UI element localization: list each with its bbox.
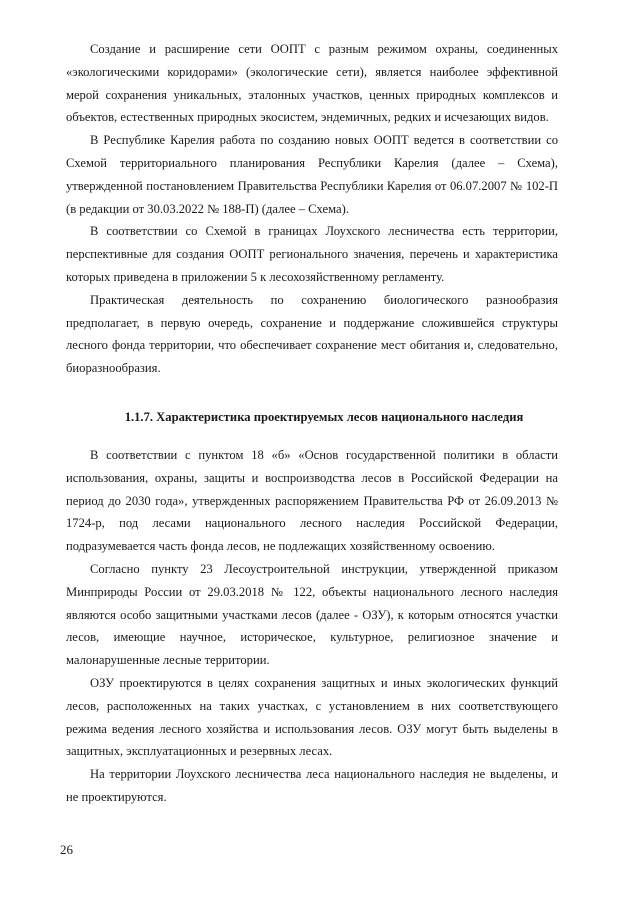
paragraph-karelia-scheme: В Республике Карелия работа по созданию новых ООПТ ведется в соответствии со Схемой территориального планирования Республики Карелия (далее – Схема), утвержденной постановлением Правительства Республики Карелия от 06.07.2007 № 102-П (в редакции от 30.03.2022 № 188-П) (далее – Схема). — [66, 133, 558, 216]
paragraph-oopt-network: Создание и расширение сети ООПТ с разным режимом охраны, соединенных «экологическими коридорами» (экологические сети), является наиболее эффективной мерой сохранения уникальных, эталонных участков, ценных природных комплексов и объектов, естественных природных экосистем, эндемичных, редких и исчезающих видов. — [66, 42, 558, 125]
paragraph-biodiversity: Практическая деятельность по сохранению биологического разнообразия предполагает, в первую очередь, сохранение и поддержание сложившейся структуры лесного фонда территории, что обеспечивает сохранение мест обитания и, следовательно, биоразнообразия. — [66, 292, 558, 376]
paragraph-ozu-design: ОЗУ проектируются в целях сохранения защитных и иных экологических функций лесов, расположенных на таких участках, с установлением в них соответствующего режима ведения лесного хозяйства и использования лесов. ОЗУ могут быть выделены в защитных, эксплуатационных и резервных лесах. — [66, 675, 558, 759]
document-body — [66, 38, 558, 809]
page-number: 26 — [60, 842, 73, 857]
paragraph-conclusion: На территории Лоухского лесничества леса национального наследия не выделены, и не проектируются. — [66, 767, 558, 804]
paragraph-state-policy: В соответствии с пунктом 18 «б» «Основ государственной политики в области использования, охраны, защиты и воспроизводства лесов в Российской Федерации на период до 2030 года», утвержденных распоряжением Правительства РФ от 26.09.2013 № 1724-р, под лесами национального лесного наследия Российской Федерации, подразумевается часть фонда лесов, не подлежащих хозяйственному освоению. — [66, 447, 558, 554]
section-heading: 1.1.7. Характеристика проектируемых лесов национального наследия — [124, 409, 524, 424]
paragraph-forest-instruction: Согласно пункту 23 Лесоустроительной инструкции, утвержденной приказом Минприроды России от 29.03.2018 № 122, объекты национального лесного наследия являются особо защитными участками лесов (далее - ОЗУ), к которым относятся участки лесов, имеющие научное, историческое, культурное, религиозное значение и малонарушенные лесные территории. — [66, 561, 558, 668]
paragraph-loukhi-territories: В соответствии со Схемой в границах Лоухского лесничества есть территории, перспективные для создания ООПТ регионального значения, перечень и характеристика которых приведена в приложении 5 к лесохозяйственному регламенту. — [66, 224, 558, 284]
